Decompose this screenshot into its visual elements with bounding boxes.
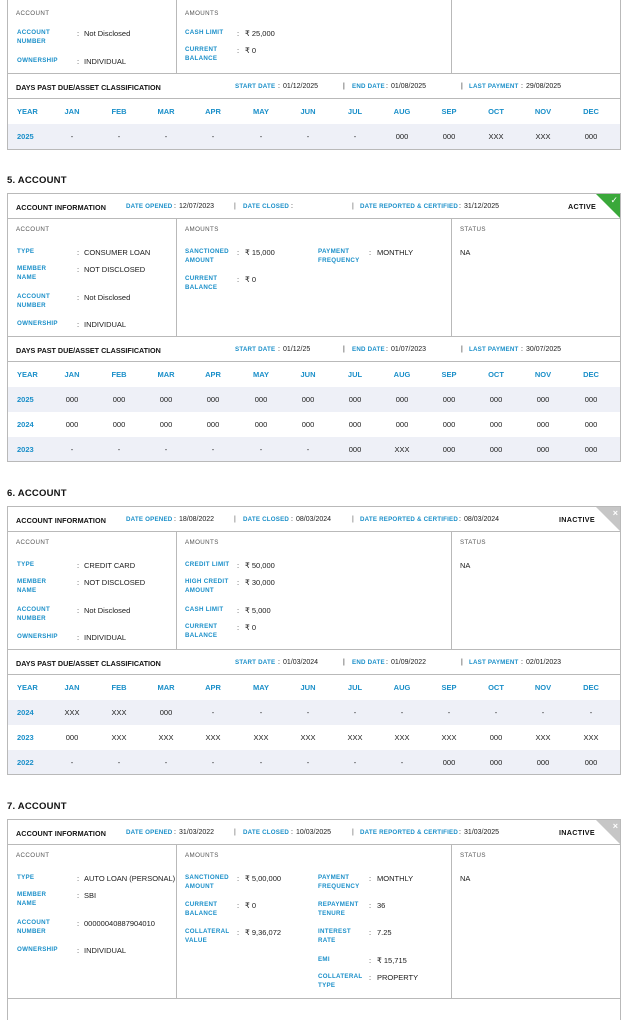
start-date-value: 01/03/2024 [283,659,319,666]
account-7-details: ACCOUNT TYPE : AUTO LOAN (PERSONAL) MEMBER NAME : SBI ACCOUNT NUMBER : 00000040887904010 OWNERSHIP : INDIVIDUAL AMOUNTS SANCTIONED AMOUNT : ₹ 5,00,000 CURRENT BALANCE : ₹ 0 COLLATERAL VALUE : ₹ 9,36,072 PAYMENT FREQUENCY : MONTHLY REPAYMENT TENURE : 36 INTEREST RATE : 7.25 EMI : ₹ 15,715 COLLATERAL TYPE : PROPERTY STATUS NA [8,845,620,999]
dpd-cell: - [306,758,310,767]
dpd-cell: - [211,758,215,767]
date-closed-label: DATE CLOSED [243,829,290,836]
current-balance-label: CURRENT BALANCE [185,623,218,639]
dpd-cell: - [70,445,74,454]
current-balance-value: ₹ 0 [245,46,257,55]
account-7-title: 7. ACCOUNT [7,801,67,812]
dpd-cell: - [164,758,168,767]
dpd-month-header [8,675,620,700]
emi-label: EMI [318,956,330,963]
account-info-bar: ACCOUNT INFORMATION DATE OPENED : 18/08/2022 | DATE CLOSED : 08/03/2024 | DATE REPORTED & CERTIFIED : 08/03/2024 INACTIVE × [8,507,620,532]
status-badge: ACTIVE [568,202,597,211]
date-opened-value: 31/03/2022 [179,829,215,836]
cash-limit-value: ₹ 25,000 [245,29,275,38]
month-header-jan: JAN [64,683,80,692]
last-payment-label: LAST PAYMENT [469,659,519,666]
account-number-label: ACCOUNT NUMBER [17,29,51,45]
dpd-cell: XXX [394,733,410,742]
high-credit-amount-label: HIGH CREDIT AMOUNT [185,578,229,594]
dpd-cell: 000 [442,132,456,141]
dpd-cell: XXX [111,708,127,717]
dpd-cell: - [541,708,545,717]
month-header-sep: SEP [441,370,457,379]
account-info-title: ACCOUNT INFORMATION [16,516,107,525]
dpd-cell: 000 [65,733,79,742]
dpd-cell: - [211,132,215,141]
dpd-cell: 000 [489,758,503,767]
type-label: TYPE [17,561,35,568]
account-4-card [7,0,621,150]
emi-value: ₹ 15,715 [377,956,407,965]
dpd-cell: - [164,132,168,141]
month-header-apr: APR [205,370,221,379]
date-reported-label: DATE REPORTED & CERTIFIED [360,829,459,836]
ownership-value: INDIVIDUAL [84,57,127,66]
end-date-value: 01/08/2025 [391,83,427,90]
cash-limit-value: ₹ 5,000 [245,606,271,615]
current-balance-value: ₹ 0 [245,901,257,910]
dpd-header: DAYS PAST DUE/ASSET CLASSIFICATION START DATE : 01/12/2025 | END DATE : 01/08/2025 | LAST PAYMENT : 29/08/2025 [8,74,620,99]
date-opened-label: DATE OPENED [126,516,173,523]
collateral-value-label: COLLATERAL VALUE [185,928,230,944]
account-column-heading: ACCOUNT [16,852,50,859]
month-header-jun: JUN [300,107,316,116]
dpd-cell: XXX [64,708,80,717]
repayment-tenure-label: REPAYMENT TENURE [318,901,359,917]
credit-limit-value: ₹ 50,000 [245,561,275,570]
dpd-cell: XXX [111,733,127,742]
dpd-cell: 000 [395,395,409,404]
dpd-cell: 000 [536,420,550,429]
dpd-cell: - [259,132,263,141]
dpd-cell: XXX [205,733,221,742]
dpd-month-header [8,362,620,387]
last-payment-value: 02/01/2023 [526,659,562,666]
dpd-cell: 000 [584,395,598,404]
month-header-feb: FEB [111,370,127,379]
dpd-cell: - [589,708,593,717]
date-reported-value: 08/03/2024 [464,516,500,523]
dpd-month-header [8,99,620,124]
dpd-cell: 000 [254,420,268,429]
date-opened-label: DATE OPENED [126,203,173,210]
amounts-column-heading: AMOUNTS [185,539,219,546]
dpd-cell: 000 [442,420,456,429]
close-icon: × [612,821,618,831]
dpd-cell: 000 [584,420,598,429]
dpd-cell: - [70,758,74,767]
account-column-heading: ACCOUNT [16,10,50,17]
dpd-cell: - [306,132,310,141]
dpd-year: 2024 [17,420,34,429]
dpd-cell: 000 [489,733,503,742]
dpd-cell: 000 [65,420,79,429]
payment-frequency-value: MONTHLY [377,248,414,257]
dpd-cell: 000 [348,420,362,429]
month-header-may: MAY [253,370,269,379]
end-date-label: END DATE [352,659,385,666]
month-header-mar: MAR [157,683,175,692]
account-number-value: 00000040887904010 [84,919,155,928]
month-header-feb: FEB [111,107,127,116]
month-header-jan: JAN [64,107,80,116]
dpd-cell: 000 [489,445,503,454]
status-column-heading: STATUS [460,539,486,546]
member-name-label: MEMBER NAME [17,265,47,281]
month-header-feb: FEB [111,683,127,692]
dpd-cell: 000 [442,758,456,767]
member-name-value: NOT DISCLOSED [84,578,146,587]
sanctioned-amount-value: ₹ 15,000 [245,248,275,257]
dpd-cell: 000 [348,395,362,404]
dpd-row [8,412,620,437]
month-header-aug: AUG [393,107,411,116]
dpd-cell: - [353,132,357,141]
dpd-cell: - [306,445,310,454]
dpd-cell: - [211,708,215,717]
amounts-column-heading: AMOUNTS [185,226,219,233]
account-info-title: ACCOUNT INFORMATION [16,829,107,838]
account-5-details: ACCOUNT TYPE : CONSUMER LOAN MEMBER NAME : NOT DISCLOSED ACCOUNT NUMBER : Not Disclosed OWNERSHIP : INDIVIDUAL AMOUNTS SANCTIONED AMOUNT : ₹ 15,000 CURRENT BALANCE : ₹ 0 PAYMENT FREQUENCY : MONTHLY STATUS NA [8,219,620,337]
current-balance-value: ₹ 0 [245,275,257,284]
end-date-value: 01/09/2022 [391,659,427,666]
ownership-label: OWNERSHIP [17,633,58,640]
date-opened-value: 12/07/2023 [179,203,215,210]
ownership-value: INDIVIDUAL [84,320,127,329]
account-number-label: ACCOUNT NUMBER [17,293,51,309]
dpd-cell: - [494,708,498,717]
dpd-year: 2025 [17,395,34,404]
dpd-cell: - [70,132,74,141]
account-info-bar: ACCOUNT INFORMATION DATE OPENED : 12/07/2023 | DATE CLOSED : | DATE REPORTED & CERTIFIED : 31/12/2025 ACTIVE ✓ [8,194,620,219]
dpd-cell: - [117,758,121,767]
month-header-jun: JUN [300,683,316,692]
dpd-cell: 000 [584,132,598,141]
account-number-label: ACCOUNT NUMBER [17,919,51,935]
ownership-value: INDIVIDUAL [84,946,127,955]
dpd-cell: XXX [488,132,504,141]
dpd-header: DAYS PAST DUE/ASSET CLASSIFICATION START DATE : 01/12/25 | END DATE : 01/07/2023 | LAST PAYMENT : 30/07/2025 [8,337,620,362]
dpd-row [8,700,620,725]
dpd-year: 2023 [17,445,34,454]
member-name-label: MEMBER NAME [17,891,47,907]
current-balance-label: CURRENT BALANCE [185,901,218,917]
month-header-oct: OCT [488,683,504,692]
date-opened-label: DATE OPENED [126,829,173,836]
status-column-heading: STATUS [460,226,486,233]
account-5-title: 5. ACCOUNT [7,175,67,186]
dpd-cell: - [259,708,263,717]
dpd-cell: 000 [159,420,173,429]
credit-limit-label: CREDIT LIMIT [185,561,230,568]
account-number-value: Not Disclosed [84,29,131,38]
payment-frequency-label: PAYMENT FREQUENCY [318,874,360,890]
month-header-mar: MAR [157,107,175,116]
date-reported-value: 31/12/2025 [464,203,500,210]
current-balance-label: CURRENT BALANCE [185,46,218,62]
repayment-tenure-value: 36 [377,901,386,910]
account-number-label: ACCOUNT NUMBER [17,606,51,622]
last-payment-value: 29/08/2025 [526,83,562,90]
month-header-nov: NOV [534,370,552,379]
year-column-header: YEAR [17,370,38,379]
current-balance-value: ₹ 0 [245,623,257,632]
dpd-cell: - [211,445,215,454]
dpd-cell: 000 [584,758,598,767]
account-number-value: Not Disclosed [84,293,131,302]
dpd-cell: XXX [583,733,599,742]
dpd-cell: 000 [112,420,126,429]
member-name-label: MEMBER NAME [17,578,47,594]
dpd-cell: 000 [489,420,503,429]
dpd-year: 2023 [17,733,34,742]
date-reported-label: DATE REPORTED & CERTIFIED [360,516,459,523]
amounts-column-heading: AMOUNTS [185,852,219,859]
check-icon: ✓ [610,195,618,205]
collateral-type-value: PROPERTY [377,973,419,982]
dpd-cell: - [259,758,263,767]
month-header-apr: APR [205,107,221,116]
cash-limit-label: CASH LIMIT [185,29,224,36]
month-header-mar: MAR [157,370,175,379]
dpd-row [8,725,620,750]
month-header-jul: JUL [347,107,363,116]
date-reported-value: 31/03/2025 [464,829,500,836]
dpd-cell: XXX [300,733,316,742]
amounts-column-heading: AMOUNTS [185,10,219,17]
high-credit-amount-value: ₹ 30,000 [245,578,275,587]
account-column-heading: ACCOUNT [16,539,50,546]
status-badge: INACTIVE [559,515,595,524]
current-balance-label: CURRENT BALANCE [185,275,218,291]
dpd-cell: XXX [347,733,363,742]
month-header-nov: NOV [534,683,552,692]
start-date-value: 01/12/2025 [283,83,319,90]
dpd-cell: XXX [535,132,551,141]
dpd-cell: 000 [112,395,126,404]
start-date-label: START DATE [235,346,276,353]
dpd-cell: 000 [65,395,79,404]
dpd-cell: 000 [206,395,220,404]
end-date-value: 01/07/2023 [391,346,427,353]
start-date-label: START DATE [235,83,276,90]
interest-rate-value: 7.25 [377,928,392,937]
date-closed-value: 10/03/2025 [296,829,332,836]
dpd-cell: 000 [206,420,220,429]
dpd-cell: 000 [584,445,598,454]
month-header-aug: AUG [393,683,411,692]
date-reported-label: DATE REPORTED & CERTIFIED [360,203,459,210]
dpd-cell: XXX [158,733,174,742]
dpd-row [8,387,620,412]
account-4-details: ACCOUNT ACCOUNT NUMBER : Not Disclosed OWNERSHIP : INDIVIDUAL AMOUNTS CASH LIMIT : ₹ 25,000 CURRENT BALANCE : ₹ 0 [8,0,620,74]
collateral-type-label: COLLATERAL TYPE [318,973,363,989]
dpd-header: DAYS PAST DUE/ASSET CLASSIFICATION START DATE : 01/03/2024 | END DATE : 01/09/2022 | LAST PAYMENT : 02/01/2023 [8,650,620,675]
dpd-cell: - [400,758,404,767]
dpd-year: 2025 [17,132,34,141]
type-value: CONSUMER LOAN [84,248,151,257]
start-date-label: START DATE [235,659,276,666]
account-info-bar: ACCOUNT INFORMATION DATE OPENED : 31/03/2022 | DATE CLOSED : 10/03/2025 | DATE REPORTED & CERTIFIED : 31/03/2025 INACTIVE × [8,820,620,845]
status-value: NA [460,874,471,883]
dpd-cell: 000 [536,395,550,404]
dpd-cell: - [353,758,357,767]
payment-frequency-label: PAYMENT FREQUENCY [318,248,360,264]
date-closed-label: DATE CLOSED [243,516,290,523]
dpd-cell: 000 [301,395,315,404]
month-header-dec: DEC [583,107,599,116]
start-date-value: 01/12/25 [283,346,311,353]
account-7-card [7,819,621,1020]
type-label: TYPE [17,248,35,255]
year-column-header: YEAR [17,107,38,116]
dpd-cell: 000 [348,445,362,454]
dpd-cell: 000 [159,708,173,717]
dpd-cell: - [447,708,451,717]
status-column-heading: STATUS [460,852,486,859]
dpd-title: DAYS PAST DUE/ASSET CLASSIFICATION [16,659,161,668]
last-payment-label: LAST PAYMENT [469,346,519,353]
sanctioned-amount-label: SANCTIONED AMOUNT [185,874,229,890]
month-header-jan: JAN [64,370,80,379]
year-column-header: YEAR [17,683,38,692]
last-payment-value: 30/07/2025 [526,346,562,353]
close-icon: × [612,508,618,518]
dpd-cell: 000 [536,758,550,767]
cash-limit-label: CASH LIMIT [185,606,224,613]
status-badge: INACTIVE [559,828,595,837]
collateral-value-value: ₹ 9,36,072 [245,928,282,937]
month-header-dec: DEC [583,370,599,379]
dpd-cell: 000 [254,395,268,404]
ownership-label: OWNERSHIP [17,946,58,953]
dpd-row [8,750,620,775]
member-name-value: NOT DISCLOSED [84,265,146,274]
month-header-sep: SEP [441,107,457,116]
dpd-row [8,124,620,149]
dpd-cell: - [164,445,168,454]
dpd-cell: - [117,132,121,141]
date-opened-value: 18/08/2022 [179,516,215,523]
dpd-title: DAYS PAST DUE/ASSET CLASSIFICATION [16,346,161,355]
account-6-details: ACCOUNT TYPE : CREDIT CARD MEMBER NAME : NOT DISCLOSED ACCOUNT NUMBER : Not Disclosed OWNERSHIP : INDIVIDUAL AMOUNTS CREDIT LIMIT : ₹ 50,000 HIGH CREDIT AMOUNT : ₹ 30,000 CASH LIMIT : ₹ 5,000 CURRENT BALANCE : ₹ 0 STATUS NA [8,532,620,650]
month-header-may: MAY [253,107,269,116]
dpd-cell: XXX [253,733,269,742]
interest-rate-label: INTEREST RATE [318,928,351,944]
dpd-cell: XXX [394,445,410,454]
last-payment-label: LAST PAYMENT [469,83,519,90]
member-name-value: SBI [84,891,97,900]
ownership-label: OWNERSHIP [17,57,58,64]
month-header-jun: JUN [300,370,316,379]
dpd-cell: 000 [395,132,409,141]
status-value: NA [460,248,471,257]
month-header-jul: JUL [347,683,363,692]
dpd-cell: 000 [301,420,315,429]
dpd-year: 2024 [17,708,34,717]
month-header-oct: OCT [488,370,504,379]
end-date-label: END DATE [352,83,385,90]
account-number-value: Not Disclosed [84,606,131,615]
account-6-card [7,506,621,775]
payment-frequency-value: MONTHLY [377,874,414,883]
dpd-cell: - [306,708,310,717]
dpd-cell: - [400,708,404,717]
sanctioned-amount-value: ₹ 5,00,000 [245,874,282,883]
type-value: AUTO LOAN (PERSONAL) [84,874,176,883]
month-header-may: MAY [253,683,269,692]
dpd-year: 2022 [17,758,34,767]
month-header-sep: SEP [441,683,457,692]
account-6-title: 6. ACCOUNT [7,488,67,499]
dpd-title: DAYS PAST DUE/ASSET CLASSIFICATION [16,83,161,92]
dpd-cell: 000 [159,395,173,404]
account-5-card [7,193,621,462]
month-header-nov: NOV [534,107,552,116]
dpd-cell: 000 [442,395,456,404]
month-header-oct: OCT [488,107,504,116]
month-header-jul: JUL [347,370,363,379]
date-closed-value: 08/03/2024 [296,516,332,523]
date-closed-label: DATE CLOSED [243,203,290,210]
dpd-cell: XXX [535,733,551,742]
month-header-dec: DEC [583,683,599,692]
sanctioned-amount-label: SANCTIONED AMOUNT [185,248,229,264]
account-column-heading: ACCOUNT [16,226,50,233]
ownership-label: OWNERSHIP [17,320,58,327]
dpd-cell: - [353,708,357,717]
dpd-cell: 000 [536,445,550,454]
dpd-cell: - [117,445,121,454]
dpd-cell: 000 [489,395,503,404]
ownership-value: INDIVIDUAL [84,633,127,642]
dpd-row [8,437,620,462]
dpd-cell: XXX [441,733,457,742]
end-date-label: END DATE [352,346,385,353]
type-value: CREDIT CARD [84,561,136,570]
account-info-title: ACCOUNT INFORMATION [16,203,107,212]
type-label: TYPE [17,874,35,881]
dpd-cell: - [259,445,263,454]
month-header-apr: APR [205,683,221,692]
dpd-cell: 000 [442,445,456,454]
month-header-aug: AUG [393,370,411,379]
status-value: NA [460,561,471,570]
dpd-cell: 000 [395,420,409,429]
